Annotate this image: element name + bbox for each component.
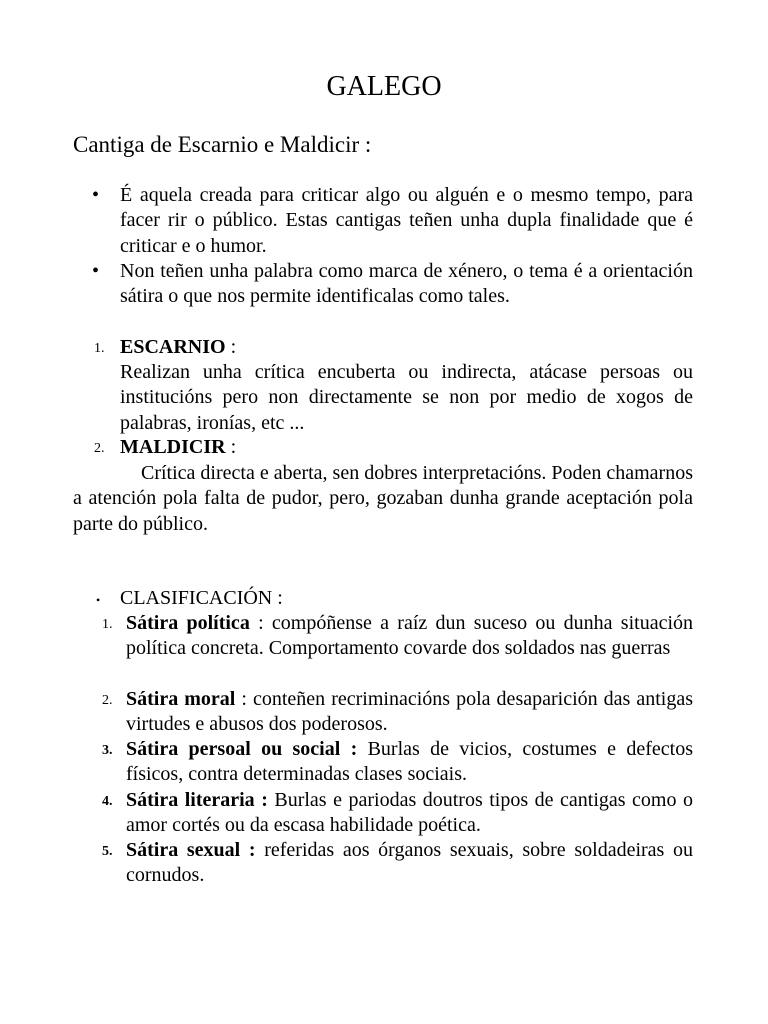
satire-term: Sátira persoal ou social : bbox=[126, 738, 358, 760]
classification-item-text bbox=[126, 687, 693, 738]
classification-item-text bbox=[126, 737, 693, 788]
type-description: Crítica directa e aberta, sen dobres interpretacións. Poden chamarnos a atención pola falta de pudor, pero, gozaban dunha grande aceptación pola parte do público. bbox=[73, 462, 694, 535]
list-number: 4. bbox=[102, 794, 113, 809]
satire-description: Burlas de vicios, costumes e defectos físicos, contra determinadas clases sociais. bbox=[126, 738, 693, 786]
document-subtitle: Cantiga de Escarnio e Maldicir : bbox=[73, 132, 372, 157]
list-number: 5. bbox=[102, 844, 113, 859]
bullet-marker: • bbox=[92, 260, 100, 282]
type-heading-line bbox=[120, 435, 693, 460]
intro-bullet-text: É aquela creada para criticar algo ou alguén e o mesmo tempo, para facer rir o público. Estas cantigas teñen unha dupla finalidade que é criticar e o humor. bbox=[120, 184, 693, 257]
satire-description: : compóñense a raíz dun suceso ou dunha situación política concreta. Comportamento covarde dos soldados nas guerras bbox=[126, 612, 694, 660]
type-separator: : bbox=[225, 436, 237, 458]
type-heading: MALDICIR bbox=[120, 436, 226, 458]
satire-term: Sátira moral bbox=[126, 688, 236, 710]
type-heading: ESCARNIO bbox=[120, 336, 226, 358]
satire-term: Sátira literaria : bbox=[126, 789, 268, 811]
list-number: 2. bbox=[102, 693, 113, 708]
bullet-marker: • bbox=[96, 593, 101, 607]
satire-description: : conteñen recriminacións pola desaparición das antigas virtudes e abusos dos poderosos. bbox=[126, 688, 694, 736]
satire-term: Sátira sexual : bbox=[126, 839, 256, 861]
list-number: 1. bbox=[94, 341, 105, 356]
list-number: 1. bbox=[102, 617, 113, 632]
classification-item-text bbox=[126, 838, 693, 889]
type-heading-line bbox=[120, 335, 693, 360]
type-description: Realizan unha crítica encuberta ou indirecta, atácase persoas ou institucións pero non directamente se non por medio de xogos de palabras, ironías, etc ... bbox=[120, 361, 693, 434]
classification-label: CLASIFICACIÓN : bbox=[120, 587, 283, 609]
document-title: GALEGO bbox=[326, 71, 442, 102]
intro-bullet-text: Non teñen unha palabra como marca de xénero, o tema é a orientación sátira o que nos permite identificalas como tales. bbox=[120, 260, 693, 308]
satire-term: Sátira política bbox=[126, 612, 250, 634]
bullet-marker: • bbox=[92, 184, 100, 206]
classification-item-text bbox=[126, 788, 693, 839]
list-number: 2. bbox=[94, 441, 105, 456]
type-separator: : bbox=[225, 336, 237, 358]
classification-item-text bbox=[126, 611, 693, 662]
satire-description: Burlas e pariodas doutros tipos de cantigas como o amor cortés ou da escasa habilidade poética. bbox=[126, 789, 693, 837]
satire-description: referidas aos órganos sexuais, sobre soldadeiras ou cornudos. bbox=[126, 839, 693, 887]
list-number: 3. bbox=[102, 743, 113, 758]
